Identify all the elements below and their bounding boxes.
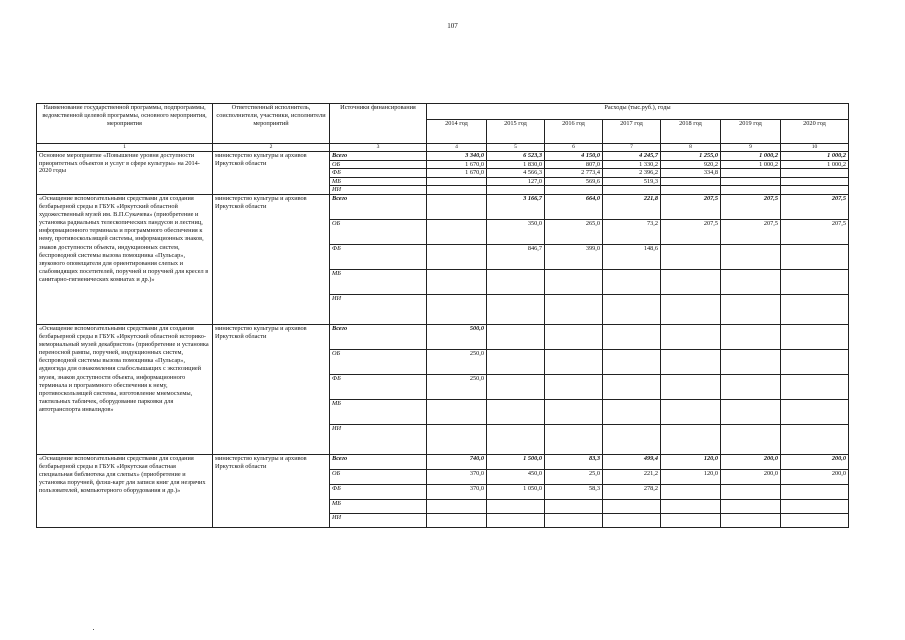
amount-cell	[603, 294, 661, 324]
funding-source: ОБ	[330, 349, 427, 374]
amount-cell	[427, 513, 487, 527]
amount-cell: 207,5	[721, 219, 781, 244]
amount-cell	[781, 399, 849, 424]
amount-cell	[427, 399, 487, 424]
amount-cell	[661, 349, 721, 374]
amount-cell	[427, 194, 487, 219]
amount-cell	[427, 244, 487, 269]
amount-cell: 1 000,2	[721, 160, 781, 169]
amount-cell	[545, 349, 603, 374]
amount-cell	[487, 324, 545, 349]
amount-cell: 25,0	[545, 469, 603, 484]
funding-source: МБ	[330, 499, 427, 513]
header-year: 2017 год	[603, 120, 661, 144]
amount-cell: 1 000,2	[781, 152, 849, 161]
funding-source: МБ	[330, 177, 427, 186]
amount-cell: 350,0	[487, 219, 545, 244]
amount-cell	[661, 269, 721, 294]
amount-cell	[721, 186, 781, 195]
column-number: 9	[721, 144, 781, 152]
amount-cell: 4 245,7	[603, 152, 661, 161]
amount-cell: 200,0	[781, 454, 849, 469]
amount-cell: 4 150,0	[545, 152, 603, 161]
amount-cell	[487, 424, 545, 454]
table-row	[37, 454, 849, 469]
amount-cell: 200,0	[781, 469, 849, 484]
amount-cell: 807,0	[545, 160, 603, 169]
amount-cell	[661, 186, 721, 195]
amount-cell	[603, 424, 661, 454]
amount-cell	[603, 349, 661, 374]
amount-cell: 740,0	[427, 454, 487, 469]
amount-cell	[781, 324, 849, 349]
amount-cell: 664,0	[545, 194, 603, 219]
funding-source: Всего	[330, 152, 427, 161]
amount-cell	[721, 399, 781, 424]
amount-cell	[603, 374, 661, 399]
funding-source: Всего	[330, 324, 427, 349]
amount-cell	[721, 177, 781, 186]
amount-cell	[661, 499, 721, 513]
executor-name: министерство культуры и архивов Иркутской области	[213, 194, 330, 324]
amount-cell	[781, 294, 849, 324]
amount-cell	[781, 244, 849, 269]
amount-cell	[721, 484, 781, 499]
amount-cell: 1 670,0	[427, 169, 487, 178]
funding-source: ФБ	[330, 169, 427, 178]
amount-cell: 500,0	[427, 324, 487, 349]
column-number: 1	[37, 144, 213, 152]
amount-cell: 207,5	[721, 194, 781, 219]
header-year: 2018 год	[661, 120, 721, 144]
amount-cell	[721, 294, 781, 324]
amount-cell: 120,0	[661, 454, 721, 469]
funding-source: ОБ	[330, 469, 427, 484]
amount-cell	[487, 399, 545, 424]
funding-source: ОБ	[330, 219, 427, 244]
page-number: 107	[447, 22, 458, 30]
amount-cell	[603, 269, 661, 294]
amount-cell: 278,2	[603, 484, 661, 499]
amount-cell	[781, 499, 849, 513]
header-source: Источники финансирования	[330, 104, 427, 144]
amount-cell: 148,6	[603, 244, 661, 269]
amount-cell: 370,0	[427, 484, 487, 499]
amount-cell: 569,6	[545, 177, 603, 186]
executor-name: министерство культуры и архивов Иркутской области	[213, 152, 330, 195]
header-year: 2014 год	[427, 120, 487, 144]
funding-source: ФБ	[330, 244, 427, 269]
funding-source: ФБ	[330, 374, 427, 399]
amount-cell	[721, 499, 781, 513]
amount-cell: 519,3	[603, 177, 661, 186]
amount-cell: 265,0	[545, 219, 603, 244]
amount-cell: 1 255,0	[661, 152, 721, 161]
amount-cell: 1 050,0	[487, 484, 545, 499]
amount-cell: 1 830,0	[487, 160, 545, 169]
amount-cell	[781, 374, 849, 399]
table-row	[37, 152, 849, 161]
column-number: 8	[661, 144, 721, 152]
header-name: Наименование государственной программы, подпрограммы, ведомственной целевой программы, основного мероприятия, мероприятия	[37, 104, 213, 144]
amount-cell	[721, 513, 781, 527]
amount-cell: 83,3	[545, 454, 603, 469]
column-number: 7	[603, 144, 661, 152]
amount-cell	[545, 269, 603, 294]
amount-cell: 1 000,2	[781, 160, 849, 169]
amount-cell: 920,2	[661, 160, 721, 169]
amount-cell: 1 670,0	[427, 160, 487, 169]
amount-cell: 207,5	[661, 194, 721, 219]
amount-cell	[545, 513, 603, 527]
funding-source: МБ	[330, 269, 427, 294]
measure-name: «Оснащение вспомогательными средствами для создания безбарьерной среды в ГБУК «Иркутский областной историко-мемориальный музей декабристов» (приобретение и установка переносной рампы, поручней, индукционных систем, беспроводной системы вызова помощника «Пульсар», аудиогида для ознакомления слабослышащих с экспозицией музея, знаков доступности объекта, информационного терминала и программного обеспечения к нему, противоскользящей системы, изготовление мнемосхемы, тактильных табличек, оборудование парковки для автотранспорта инвалидов»	[37, 324, 213, 454]
amount-cell: 370,0	[427, 469, 487, 484]
amount-cell	[487, 374, 545, 399]
amount-cell	[661, 324, 721, 349]
funding-source: ИИ	[330, 513, 427, 527]
column-number: 3	[330, 144, 427, 152]
amount-cell: 334,8	[661, 169, 721, 178]
amount-cell	[781, 169, 849, 178]
funding-source: Всего	[330, 454, 427, 469]
amount-cell: 200,0	[721, 469, 781, 484]
table-row	[37, 194, 849, 219]
amount-cell	[781, 186, 849, 195]
amount-cell: 4 566,3	[487, 169, 545, 178]
executor-name: министерство культуры и архивов Иркутской области	[213, 454, 330, 527]
column-number: 4	[427, 144, 487, 152]
amount-cell	[427, 219, 487, 244]
amount-cell: 58,3	[545, 484, 603, 499]
amount-cell	[487, 513, 545, 527]
amount-cell	[487, 349, 545, 374]
amount-cell	[427, 424, 487, 454]
amount-cell	[661, 484, 721, 499]
amount-cell: 499,4	[603, 454, 661, 469]
amount-cell	[721, 269, 781, 294]
amount-cell	[603, 399, 661, 424]
column-number: 10	[781, 144, 849, 152]
amount-cell	[487, 186, 545, 195]
table-body	[37, 152, 849, 528]
measure-name: «Оснащение вспомогательными средствами для создания безбарьерной среды в ГБУК «Иркутский областной художественный музей им. В.П.Сукачева» (приобретение и установка радиальных телескопических пандусов и лестниц, информационного терминала и программного обеспечения к нему, противоскользящей системы, информационных знаков, знаков доступности объекта, индукционных систем, беспроводной системы вызова помощника «Пульсар», звукового оповещателя для ориентирования слепых и слабовидящих посетителей, поручней и поручней для кресел в санитарно-гигиенических комнатах и др.)»	[37, 194, 213, 324]
funding-source: МБ	[330, 399, 427, 424]
header-year: 2020 год	[781, 120, 849, 144]
amount-cell	[781, 177, 849, 186]
amount-cell	[721, 244, 781, 269]
amount-cell: 3 166,7	[487, 194, 545, 219]
amount-cell	[427, 269, 487, 294]
amount-cell: 250,0	[427, 374, 487, 399]
amount-cell	[721, 169, 781, 178]
amount-cell	[721, 349, 781, 374]
amount-cell	[545, 186, 603, 195]
amount-cell	[781, 484, 849, 499]
amount-cell	[427, 294, 487, 324]
column-number: 6	[545, 144, 603, 152]
executor-name: министерство культуры и архивов Иркутской области	[213, 324, 330, 454]
amount-cell	[427, 177, 487, 186]
amount-cell	[661, 177, 721, 186]
amount-cell: 1 000,2	[721, 152, 781, 161]
amount-cell	[661, 244, 721, 269]
amount-cell	[545, 499, 603, 513]
amount-cell	[661, 513, 721, 527]
funding-source: Всего	[330, 194, 427, 219]
amount-cell: 399,0	[545, 244, 603, 269]
amount-cell: 120,0	[661, 469, 721, 484]
amount-cell	[545, 424, 603, 454]
amount-cell	[781, 349, 849, 374]
amount-cell	[721, 374, 781, 399]
amount-cell: 1 500,0	[487, 454, 545, 469]
amount-cell	[427, 186, 487, 195]
measure-name: «Оснащение вспомогательными средствами для создания безбарьерной среды в ГБУК «Иркутская областная специальная библиотека для слепых» (приобретение и установка поручней, флэш-карт для записи книг для незрячих пользователей, компьютерного оборудования и др.)»	[37, 454, 213, 527]
amount-cell: 2 396,2	[603, 169, 661, 178]
amount-cell	[487, 294, 545, 324]
expenses-table	[36, 103, 849, 528]
column-number: 2	[213, 144, 330, 152]
amount-cell	[781, 424, 849, 454]
funding-source: ФБ	[330, 484, 427, 499]
amount-cell: 127,0	[487, 177, 545, 186]
header-executor: Ответственный исполнитель, соисполнители, участники, исполнители мероприятий	[213, 104, 330, 144]
amount-cell: 73,2	[603, 219, 661, 244]
amount-cell	[603, 324, 661, 349]
table-row	[37, 324, 849, 349]
amount-cell	[427, 499, 487, 513]
measure-name: Основное мероприятие «Повышение уровня доступности приоритетных объектов и услуг в сфере культуры» на 2014-2020 годы	[37, 152, 213, 195]
amount-cell	[545, 399, 603, 424]
amount-cell: 221,8	[603, 194, 661, 219]
funding-source: ИИ	[330, 186, 427, 195]
amount-cell	[545, 294, 603, 324]
amount-cell	[661, 294, 721, 324]
amount-cell: 250,0	[427, 349, 487, 374]
scan-mark	[93, 629, 94, 630]
header-year: 2015 год	[487, 120, 545, 144]
amount-cell	[661, 374, 721, 399]
amount-cell: 1 330,2	[603, 160, 661, 169]
amount-cell: 6 523,3	[487, 152, 545, 161]
column-number: 5	[487, 144, 545, 152]
amount-cell: 207,5	[781, 219, 849, 244]
amount-cell	[603, 513, 661, 527]
amount-cell: 207,5	[661, 219, 721, 244]
amount-cell	[487, 499, 545, 513]
table-header	[37, 104, 849, 152]
amount-cell	[721, 324, 781, 349]
amount-cell	[487, 269, 545, 294]
amount-cell	[603, 499, 661, 513]
funding-source: ИИ	[330, 294, 427, 324]
amount-cell	[781, 513, 849, 527]
amount-cell	[545, 324, 603, 349]
amount-cell: 221,2	[603, 469, 661, 484]
amount-cell	[661, 424, 721, 454]
amount-cell	[781, 269, 849, 294]
amount-cell	[721, 424, 781, 454]
amount-cell: 846,7	[487, 244, 545, 269]
amount-cell	[545, 374, 603, 399]
funding-source: ИИ	[330, 424, 427, 454]
amount-cell	[661, 399, 721, 424]
header-year: 2019 год	[721, 120, 781, 144]
amount-cell: 3 340,0	[427, 152, 487, 161]
amount-cell: 450,0	[487, 469, 545, 484]
funding-source: ОБ	[330, 160, 427, 169]
header-expenses: Расходы (тыс.руб.), годы	[427, 104, 849, 120]
amount-cell: 2 773,4	[545, 169, 603, 178]
header-year: 2016 год	[545, 120, 603, 144]
amount-cell	[603, 186, 661, 195]
amount-cell: 207,5	[781, 194, 849, 219]
amount-cell: 200,0	[721, 454, 781, 469]
